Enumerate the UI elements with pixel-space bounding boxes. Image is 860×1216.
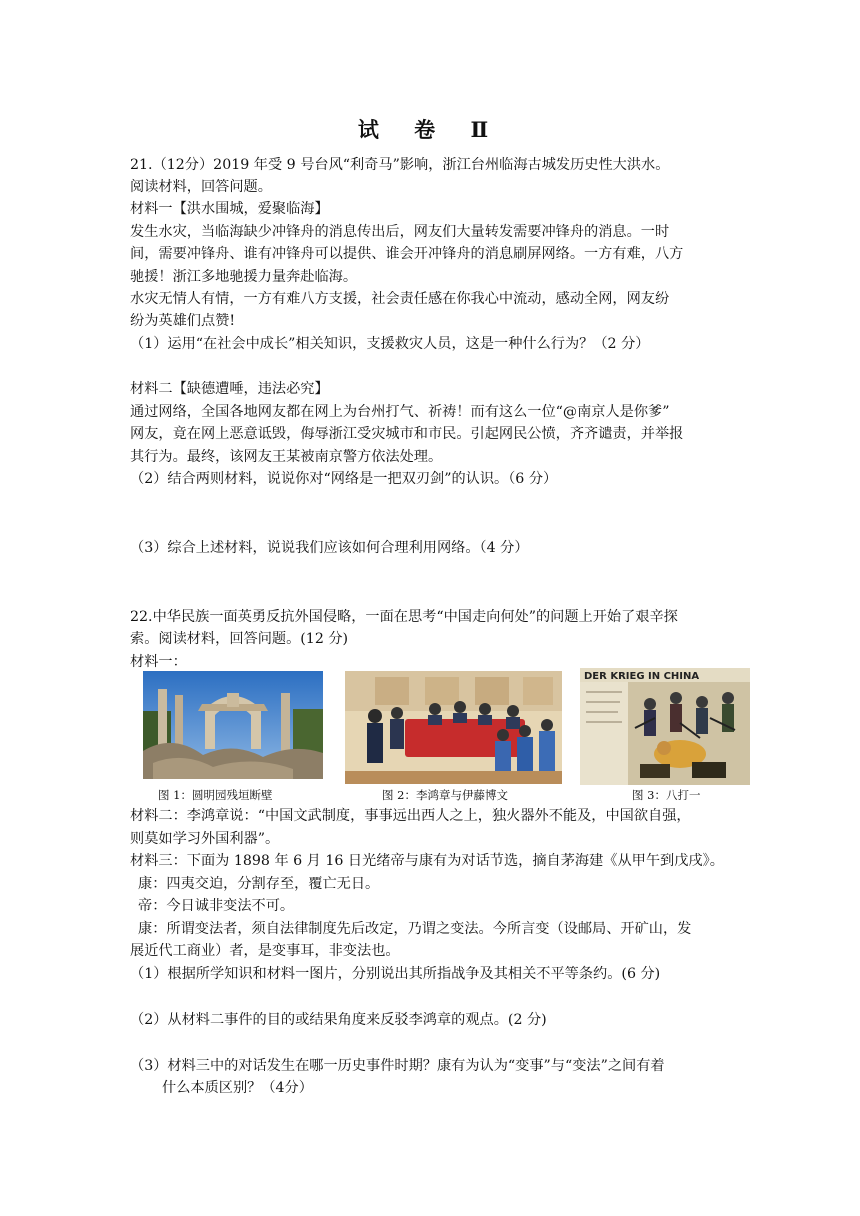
q21-question3: （3）综合上述材料，说说我们应该如何合理利用网络。（4 分） xyxy=(130,540,529,556)
q21-material1-line2: 间，需要冲锋舟、谁有冲锋舟可以提供、谁会开冲锋舟的消息刷屏网络。一方有难，八方 xyxy=(130,246,684,262)
q21-material1-line3: 驰援！浙江多地驰援力量奔赴临海。 xyxy=(130,269,358,285)
figure-li-hongzhang-ito xyxy=(345,671,562,784)
figure-yuanmingyuan-ruins xyxy=(143,671,323,779)
q21-stem-line1: 21.（12分）2019 年受 9 号台风“利奇马”影响，浙江台州临海古城发历史性大洪水。 xyxy=(130,157,670,173)
q21-question2: （2）结合两则材料，说说你对“网络是一把双刃剑”的认识。（6 分） xyxy=(130,471,558,487)
q22-question3-line1: （3）材料三中的对话发生在哪一历史事件时期？康有为认为“变事”与“变法”之间有着 xyxy=(130,1058,665,1074)
q21-material2-title: 材料二【缺德遭唾，违法必究】 xyxy=(130,381,329,397)
q22-material3-line2: 康：四夷交迫，分割存至，覆亡无日。 xyxy=(138,876,380,892)
q22-material2-line1: 材料二：李鸿章说：“中国文武制度，事事远出西人之上，独火器外不能及，中国欲自强， xyxy=(130,808,691,824)
figure3-headline: DER KRIEG IN CHINA xyxy=(584,671,700,682)
q21-material2-line1: 通过网络，全国各地网友都在网上为台州打气、祈祷！而有这么一位“@南京人是你爹” xyxy=(130,404,670,420)
figure3-caption: 图 3：八打一 xyxy=(632,788,701,802)
q22-material2-line2: 则莫如学习外国利器”。 xyxy=(130,831,280,847)
page-title: 试 卷 Ⅱ xyxy=(357,117,503,142)
q22-question3-line2: 什么本质区别？（4分） xyxy=(162,1080,313,1096)
q22-material3-line3: 帝：今日诚非变法不可。 xyxy=(138,898,295,914)
q21-material1-line5: 纷为英雄们点赞! xyxy=(130,313,236,329)
q21-material1-line4: 水灾无情人有情，一方有难八方支援，社会责任感在你我心中流动，感动全网，网友纷 xyxy=(130,291,670,307)
q21-question1: （1）运用“在社会中成长”相关知识，支援救灾人员，这是一种什么行为？（2 分） xyxy=(130,336,650,352)
q21-material1-line1: 发生水灾，当临海缺少冲锋舟的消息传出后，网友们大量转发需要冲锋舟的消息。一时 xyxy=(130,224,670,240)
figure2-caption: 图 2：李鸿章与伊藤博文 xyxy=(382,788,508,802)
q22-question2: （2）从材料二事件的目的或结果角度来反驳李鸿章的观点。(2 分) xyxy=(130,1012,547,1028)
q22-question1: （1）根据所学知识和材料一图片，分别说出其所指战争及其相关不平等条约。(6 分) xyxy=(130,966,661,982)
q21-stem-line2: 阅读材料，回答问题。 xyxy=(130,179,272,195)
q22-material3-line5: 展近代工商业）者，是变事耳，非变法也。 xyxy=(130,943,400,959)
q21-material2-line3: 其行为。最终，该网友王某被南京警方依法处理。 xyxy=(130,449,443,465)
q22-stem-line2: 索。阅读材料，回答问题。(12 分) xyxy=(130,631,349,647)
q22-stem-line1: 22.中华民族一面英勇反抗外国侵略，一面在思考“中国走向何处”的问题上开始了艰辛探 xyxy=(130,609,678,625)
q22-material1-title: 材料一： xyxy=(130,654,187,670)
figure1-caption: 图 1：圆明园残垣断壁 xyxy=(158,788,273,802)
figure-eight-nation-cartoon xyxy=(580,668,750,785)
q21-material1-title: 材料一【洪水围城，爱聚临海】 xyxy=(130,201,329,217)
q21-material2-line2: 网友，竟在网上恶意诋毁，侮辱浙江受灾城市和市民。引起网民公愤，齐齐谴责，并举报 xyxy=(130,426,684,442)
q22-material3-line4: 康：所谓变法者，须自法律制度先后改定，乃谓之变法。今所言变（设邮局、开矿山，发 xyxy=(138,921,692,937)
q22-material3-line1: 材料三：下面为 1898 年 6 月 16 日光绪帝与康有为对话节选，摘自茅海建《从甲午到戊戌》。 xyxy=(130,853,724,869)
